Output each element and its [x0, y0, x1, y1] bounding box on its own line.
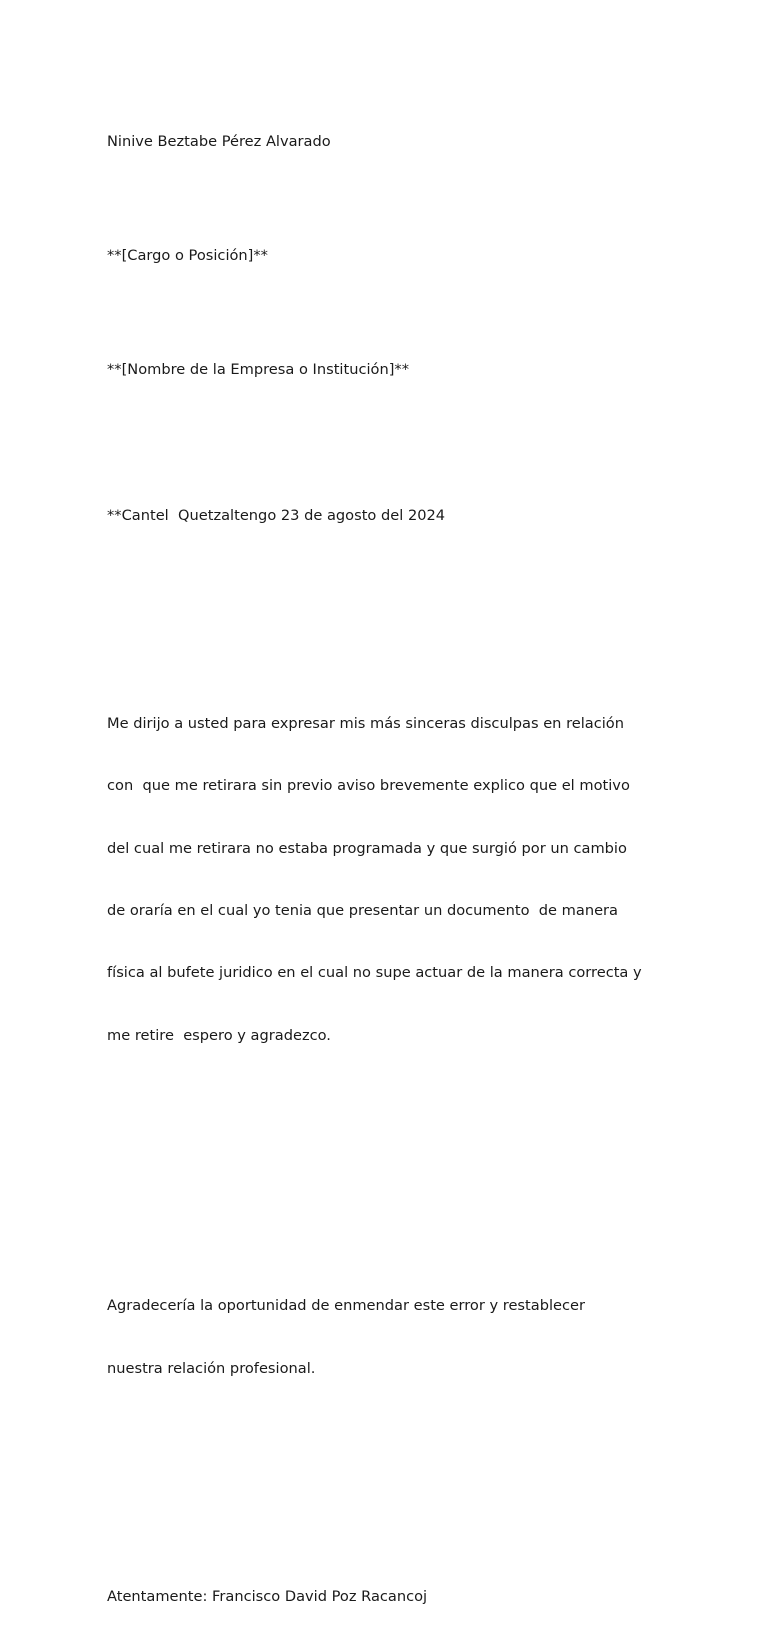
paragraph-line: del cual me retirara no estaba programada y que surgió por un cambio [107, 839, 627, 857]
spacer [107, 568, 667, 610]
paragraph-line: me retire espero y agradezco. [107, 1026, 331, 1044]
letter-page [107, 90, 667, 1629]
paragraph-line: Agradecería la oportunidad de enmendar este error y restablecer [107, 1297, 586, 1315]
body-paragraph-2 [107, 1255, 667, 1421]
spacer [107, 1483, 667, 1525]
body-paragraph-1 [107, 672, 667, 1088]
spacer [107, 1151, 667, 1193]
paragraph-line: física al bufete juridico en el cual no supe actuar de la manera correcta y [107, 964, 642, 982]
spacer [107, 194, 667, 204]
paragraph-line: con que me retirara sin previo aviso brevemente explico que el motivo [107, 777, 630, 795]
place-date: **Cantel Quetzaltengo 23 de agosto del 2024 [107, 506, 446, 524]
paragraph-line: de oraría en el cual yo tenia que presentar un documento de manera [107, 902, 619, 920]
closing-signature: Atentamente: Francisco David Poz Racancoj [107, 1588, 428, 1606]
spacer [107, 308, 667, 318]
spacer [107, 423, 667, 465]
recipient-position: **[Cargo o Posición]** [107, 246, 268, 264]
paragraph-line: Me dirijo a usted para expresar mis más sinceras disculpas en relación [107, 714, 624, 732]
recipient-company: **[Nombre de la Empresa o Institución]** [107, 361, 409, 379]
recipient-name: Ninive Beztabe Pérez Alvarado [107, 132, 331, 150]
paragraph-line: nuestra relación profesional. [107, 1359, 316, 1377]
